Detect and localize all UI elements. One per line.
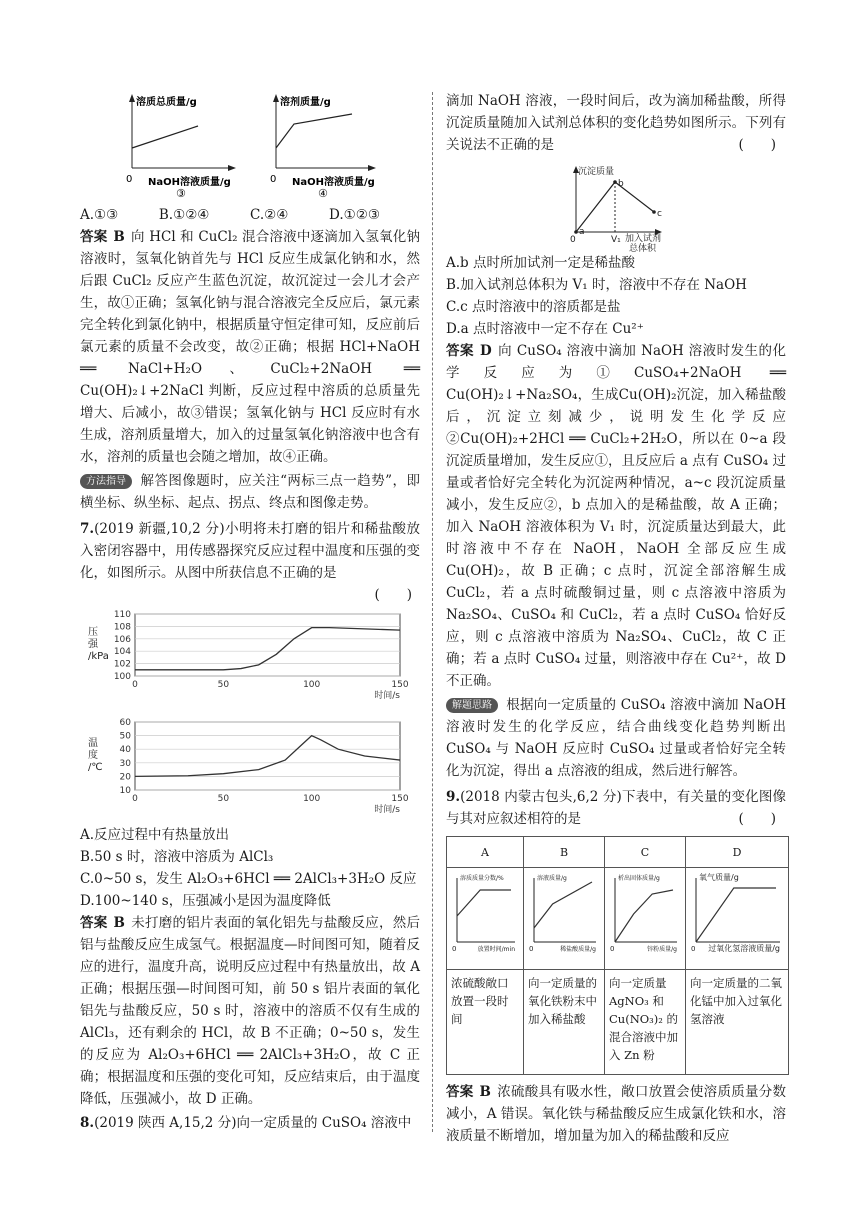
point-label: c xyxy=(657,209,662,219)
x-tick-label: 50 xyxy=(217,680,230,690)
x-tick-label: 0 xyxy=(132,680,138,690)
q9-th-a: A xyxy=(447,837,524,868)
x-tick-label: 100 xyxy=(303,794,321,804)
temperature-chart xyxy=(80,710,420,820)
q7-paren: ( ) xyxy=(374,587,412,603)
point-label: a xyxy=(579,227,585,237)
q7-option-b: B.50 s 时，溶液中溶质为 AlCl₃ xyxy=(80,849,274,865)
q7-option-c: C.0~50 s，发生 Al₂O₃+6HCl ══ 2AlCl₃+3H₂O 反应 xyxy=(80,871,417,887)
q8-answer: 答案 D 向 CuSO₄ 溶液中滴加 NaOH 溶液时发生的化学反应为①CuSO₄+2NaOH ══ Cu(OH)₂↓+Na₂SO₄，生成Cu(OH)₂沉淀，加入稀盐酸后，沉淀立刻减少，说明发生化学反应②Cu(OH)₂+2HCl ══ CuCl₂+2H₂O，所以在 0~a 段沉淀质量增加，发生反应①，且反应后 a 点有 CuSO₄ 过量或者恰好完全转化为沉淀两种情况，a~c 段沉淀质量减小，发生反应②，b 点加入的是稀盐酸，故 A 正确；加入 NaOH 溶液体积为 V₁ 时，沉淀质量达到最大，此时溶液中不存在 NaOH，NaOH 全部反应生成 Cu(OH)₂，故 B 正确；c 点时，沉淀全部溶解生成 CuCl₂，若 a 点时硫酸铜过量，则 c 点溶液中溶质为 Na₂SO₄、CuSO₄ 和 CuCl₂，若 a 点时 CuSO₄ 恰好反应，则 c 点溶液中溶质为 Na₂SO₄、CuCl₂，故 C 正确；若 a 点时 CuSO₄ 过量，则溶液中存在 Cu²⁺，故 D 不正确。 xyxy=(446,343,786,689)
y-axis-label: 沉淀质量 xyxy=(578,167,615,177)
tip-tag: 方法指导 xyxy=(80,474,132,489)
q6-option-d: D.①②③ xyxy=(329,207,380,223)
mini-x-label: 放置时间/min xyxy=(477,946,515,953)
mini-origin: 0 xyxy=(691,945,696,953)
q8-option-b: B.加入试剂总体积为 V₁ 时，溶液中不存在 NaOH xyxy=(446,277,747,293)
y-tick-label: 50 xyxy=(119,731,131,742)
q6-options xyxy=(80,204,380,226)
q9-table-graphs xyxy=(447,868,789,970)
q7-option-a: A.反应过程中有热量放出 xyxy=(80,827,230,843)
q6-answer-letter: B xyxy=(113,229,125,245)
q8-stem-right: 滴加 NaOH 溶液，一段时间后，改为滴加稀盐酸，所得沉淀质量随加入试剂总体积的变化趋势如图所示。下列有关说法不正确的是 ( ) xyxy=(446,90,786,156)
q7-answer: 答案 B 未打磨的铝片表面的氧化铝先与盐酸反应，然后铝与盐酸反应生成氢气。根据温度—时间图可知，随着反应的进行，温度升高，说明反应过程中有热量放出，故 A 正确；根据压强—时间图可知，前 50 s 铝片表面的氧化铝先与盐酸反应，50 s 时，溶液中的溶质不仅有生成的 AlCl₃，还有剩余的 HCl，故 B 不正确；0~50 s，发生的反应为 Al₂O₃+6HCl ══ 2AlCl₃+3H₂O，故 C 正确；根据温度和压强的变化可知，反应结束后，由于温度降低，压强减小，故 D 正确。 xyxy=(80,915,421,1107)
y-tick-label: 30 xyxy=(119,758,131,769)
g4-origin: 0 xyxy=(270,174,277,185)
answer-label: 答案 xyxy=(446,1084,474,1100)
mini-series-line xyxy=(534,882,592,928)
q8-answer-letter: D xyxy=(479,343,492,359)
mini-x-label: 过氧化氢溶液质量/g xyxy=(708,944,780,953)
tip2-tag: 解题思路 xyxy=(446,698,498,713)
mini-series-line xyxy=(696,888,776,942)
x-axis-label: 时间/s xyxy=(374,691,400,701)
y-tick-label: 106 xyxy=(113,634,131,645)
plot-frame xyxy=(135,614,400,676)
q8-option-a: A.b 点时所加试剂一定是稀盐酸 xyxy=(446,255,635,271)
q8-option-c: C.c 点时溶液中的溶质都是盐 xyxy=(446,299,621,315)
x-tick-label: 150 xyxy=(391,680,409,690)
solution-tip: 解题思路 根据向一定质量的 CuSO₄ 溶液中滴加 NaOH 溶液时发生的化学反应，结合曲线变化趋势判断出 CuSO₄ 与 NaOH 反应时 CuSO₄ 过量或者恰好完全转化为沉淀，得出 a 点溶液的组成，然后进行解答。 xyxy=(446,697,786,779)
q7-answer-letter: B xyxy=(113,915,125,931)
mini-y-label: 氧气质量/g xyxy=(699,873,739,882)
mini-series-line xyxy=(457,890,511,916)
graph-3 xyxy=(126,94,236,200)
mini-x-label: 稀盐酸质量/g xyxy=(560,946,596,953)
graph-4 xyxy=(270,94,376,200)
q6-option-a: A.①③ xyxy=(80,207,119,223)
q9-graph-d xyxy=(688,870,786,962)
precipitate-chart xyxy=(446,156,786,254)
q9-graph-b xyxy=(526,870,602,962)
q7-stem: 7.(2019 新疆,10,2 分)小明将未打磨的铝片和稀盐酸放入密闭容器中，用传感器探究反应过程中温度和压强的变化，如图所示。从图中所获信息不正确的是 xyxy=(80,521,420,581)
x-tick-label: 150 xyxy=(391,794,409,804)
left-column xyxy=(80,90,420,1134)
q9-desc-b: 向一定质量的氧化铁粉末中加入稀盐酸 xyxy=(524,970,605,1075)
y-axis-label: /kPa xyxy=(88,651,109,662)
point-label: b xyxy=(618,179,624,189)
q9-answer-letter: B xyxy=(479,1084,491,1100)
x-tick-label: 50 xyxy=(217,794,230,804)
q8-stem-left: 8.(2019 陕西 A,15,2 分)向一定质量的 CuSO₄ 溶液中 xyxy=(80,1115,412,1131)
data-point xyxy=(613,180,617,184)
answer-label: 答案 xyxy=(80,915,108,931)
mini-origin: 0 xyxy=(610,945,615,953)
right-column xyxy=(446,90,786,1147)
x-tick-label: 100 xyxy=(303,680,321,690)
y-tick-label: 104 xyxy=(113,647,131,658)
g3-ylabel: 溶质总质量/g xyxy=(136,97,197,108)
q9-table-desc xyxy=(447,970,789,1075)
g4-ylabel: 溶剂质量/g xyxy=(280,97,331,108)
q9-desc-d: 向一定质量的二氧化锰中加入过氧化氢溶液 xyxy=(686,970,789,1075)
q9-graph-a xyxy=(449,870,521,962)
q6-option-c: C.②④ xyxy=(250,207,289,223)
answer-label: 答案 xyxy=(446,343,474,359)
mini-y-label: 溶质质量分数/% xyxy=(460,875,504,882)
v1-label: V₁ xyxy=(611,235,621,245)
y-tick-label: 20 xyxy=(119,772,131,783)
q9-table xyxy=(446,836,789,1075)
y-axis-label: 压 xyxy=(88,627,98,638)
y-tick-label: 108 xyxy=(113,622,131,633)
q9-th-c: C xyxy=(605,837,686,868)
q9-graph-c xyxy=(607,870,683,962)
y-tick-label: 60 xyxy=(119,718,131,728)
origin-label: 0 xyxy=(570,235,576,245)
q9-table-header xyxy=(447,837,789,868)
x-axis-label: 加入试剂 xyxy=(625,234,662,244)
q6-answer: 答案 B 向 HCl 和 CuCl₂ 混合溶液中逐滴加入氢氧化钠溶液时，氢氧化钠首先与 HCl 反应生成氯化钠和水，然后跟 CuCl₂ 反应产生蓝色沉淀，故沉淀过一会儿才会产生，故①正确；氢氧化钠与混合溶液完全反应后，氯元素完全转化到氯化钠中，根据质量守恒定律可知，反应前后氯元素的质量不会改变，故②正确；根据 HCl+NaOH ══ NaCl+H₂O、CuCl₂+2NaOH ══ Cu(OH)₂↓+2NaCl 判断，反应过程中溶质的总质量先增大、后减小，故③错误；氢氧化钠与 HCl 反应时有水生成，溶剂质量增大，加入的过量氢氧化钠溶液中也含有水，溶剂的质量也会随之增加，故④正确。 xyxy=(80,229,420,465)
y-axis-label: 度 xyxy=(88,750,98,761)
q9-paren: ( ) xyxy=(738,811,776,827)
g4-xlabel: NaOH溶液质量/g xyxy=(292,177,375,188)
q6-option-b: B.①②④ xyxy=(158,207,210,223)
plot-frame xyxy=(135,722,400,790)
mini-series-line xyxy=(615,890,673,942)
mini-origin: 0 xyxy=(452,945,457,953)
column-divider xyxy=(432,92,433,1132)
y-tick-label: 40 xyxy=(119,745,131,756)
q8-option-d: D.a 点时溶液中一定不存在 Cu²⁺ xyxy=(446,321,644,337)
q7-option-d: D.100~140 s，压强减小是因为温度降低 xyxy=(80,893,331,909)
x-axis-label: 时间/s xyxy=(374,805,400,815)
mini-y-label: 溶液质量/g xyxy=(537,875,567,882)
y-tick-label: 110 xyxy=(113,610,131,620)
pressure-chart xyxy=(80,606,420,706)
graphs-3-4 xyxy=(80,90,420,198)
y-axis-label: 强 xyxy=(88,639,98,650)
y-tick-label: 102 xyxy=(113,659,131,670)
series-line xyxy=(135,736,400,777)
mini-y-label: 析出固体质量/g xyxy=(618,875,660,882)
q9-desc-c: 向一定质量 AgNO₃ 和 Cu(NO₃)₂ 的混合溶液中加入 Zn 粉 xyxy=(605,970,686,1075)
data-point xyxy=(574,230,578,234)
method-tip: 方法指导 解答图像题时，应关注“两标三点一趋势”，即横坐标、纵坐标、起点、拐点、终点和图像走势。 xyxy=(80,473,420,511)
data-point xyxy=(652,210,656,214)
answer-label: 答案 xyxy=(80,229,108,245)
g3-id: ③ xyxy=(176,187,186,200)
y-tick-label: 100 xyxy=(113,672,131,682)
q9-th-b: B xyxy=(524,837,605,868)
g3-origin: 0 xyxy=(126,174,133,185)
q9-th-d: D xyxy=(686,837,789,868)
y-axis-label: /℃ xyxy=(88,762,103,773)
q9-stem: 9.(2018 内蒙古包头,6,2 分)下表中，有关量的变化图像与其对应叙述相符的是 ( ) xyxy=(446,786,786,830)
g3-xlabel: NaOH溶液质量/g xyxy=(148,177,231,188)
g4-id: ④ xyxy=(318,187,328,200)
q9-answer: 答案 B 浓硫酸具有吸水性，敞口放置会使溶质质量分数减小，A 错误。氧化铁与稀盐酸反应生成氯化铁和水，溶液质量不断增加，增加量为加入的稀盐酸和反应 xyxy=(446,1084,787,1144)
x-axis-label-2: 总体积 xyxy=(629,244,657,254)
q9-desc-a: 浓硫酸敞口放置一段时间 xyxy=(447,970,524,1075)
mini-x-label: 锌粉质量/g xyxy=(647,946,677,953)
mini-origin: 0 xyxy=(529,945,534,953)
x-tick-label: 0 xyxy=(132,794,138,804)
y-tick-label: 10 xyxy=(119,786,131,796)
y-axis-label: 温 xyxy=(88,738,98,749)
q8-paren: ( ) xyxy=(738,137,776,153)
